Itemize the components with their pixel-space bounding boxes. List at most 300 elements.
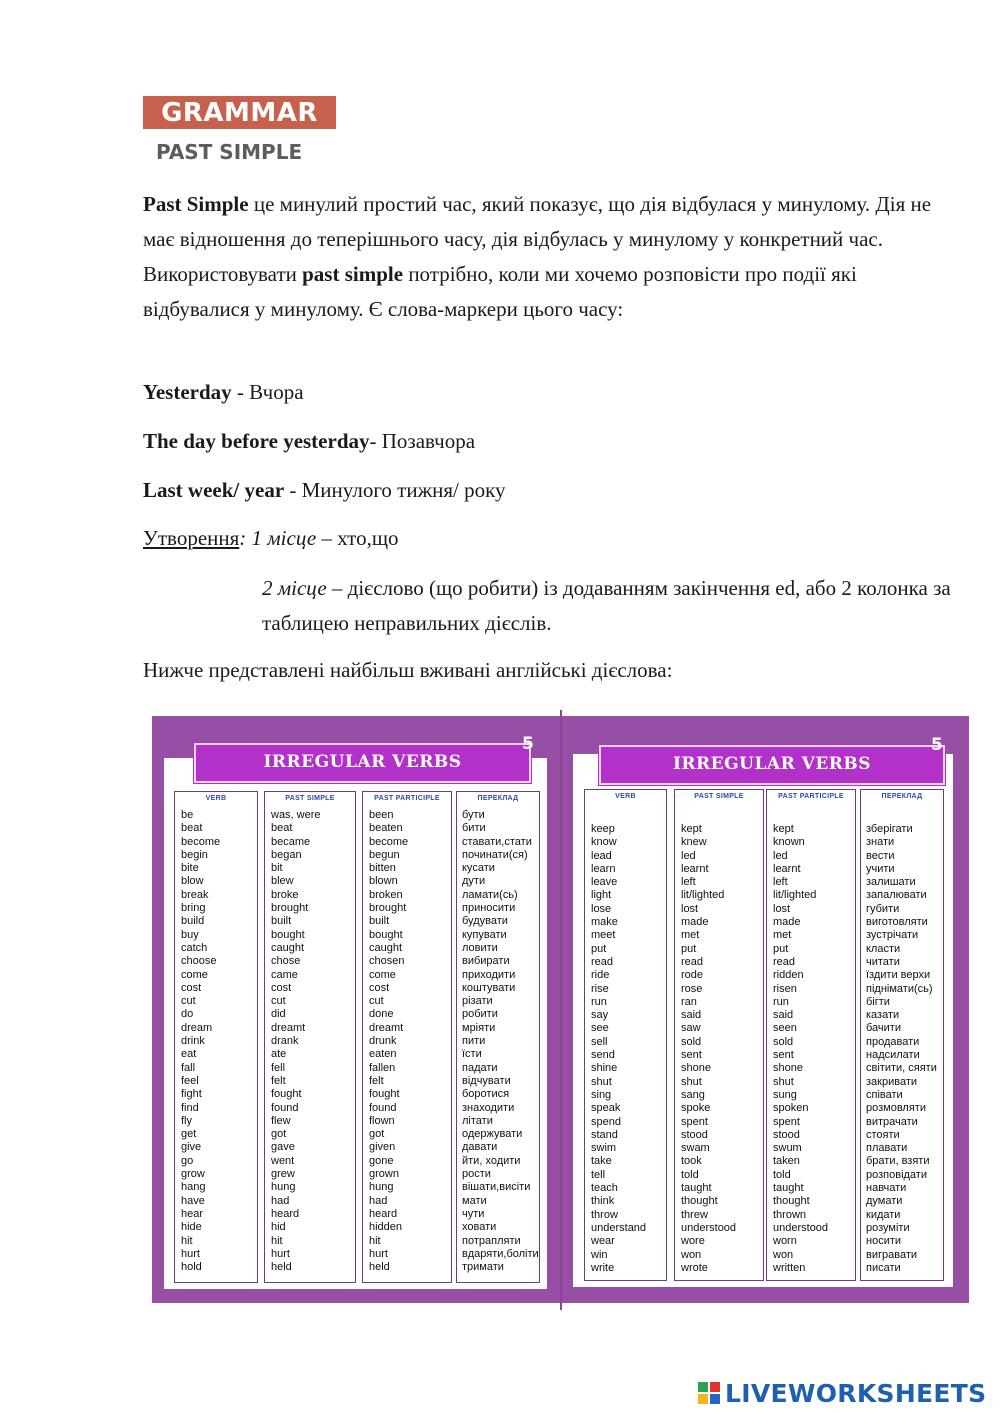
column-header: VERB [615,793,636,800]
verb-cell: held [271,1261,292,1274]
column-header: ПЕРЕКЛАД [881,793,923,800]
verb-cell: write [591,1261,615,1274]
verb-cell: taught [773,1182,804,1195]
verb-cell: lit/lighted [773,889,817,902]
verb-cell: leave [591,876,618,889]
verb-cell: grew [271,1168,295,1181]
verb-cell: класти [866,942,901,955]
verb-cell: said [773,1009,794,1022]
verb-cell: приносити [462,902,516,915]
verb-cell: left [773,876,788,889]
verb-cell: throw [591,1208,618,1221]
verb-cell: built [369,915,390,928]
verb-cell: cost [271,981,292,994]
verb-cell: became [271,835,311,848]
verb-cell: казати [866,1009,900,1022]
column-items [265,809,355,1274]
verb-cell: tell [591,1168,606,1181]
marker-term: Last week/ year [143,478,285,502]
verb-cell: catch [181,941,208,954]
verb-cell: дути [462,875,486,888]
verb-cell: sung [773,1088,797,1101]
verb-cell: тримати [462,1261,504,1274]
verb-cell: стояти [866,1128,900,1141]
verb-cell: won [681,1248,702,1261]
verb-cell: ridden [773,969,804,982]
verb-cell: ловити [462,941,498,954]
verb-cell: купувати [462,928,507,941]
verb-cell: knew [681,836,707,849]
verb-cell: падати [462,1061,498,1074]
verb-cell: heard [271,1207,300,1220]
verb-cell: dream [181,1021,213,1034]
verb-cell: брати, взяти [866,1155,930,1168]
verb-cell: met [681,929,700,942]
verb-cell: beaten [369,822,403,835]
verb-cell: bitten [369,862,396,875]
column-items [585,823,666,1275]
left-past-column [264,791,356,1283]
formation-place2-paragraph [262,571,952,641]
logo-tile [698,1394,708,1404]
verb-cell: закривати [866,1075,918,1088]
verb-cell: бігти [866,995,890,1008]
formation-colon: : [239,526,252,550]
marker-translation: - Минулого тижня/ року [284,478,506,502]
verb-cell: felt [369,1074,384,1087]
verb-cell: bought [369,928,403,941]
verb-cell: зустрічати [866,929,919,942]
verb-cell: said [681,1009,702,1022]
verb-cell: надсилати [866,1049,920,1062]
column-items [363,809,451,1274]
verb-cell: чути [462,1207,485,1220]
verb-cell: become [369,835,409,848]
intro-term-past-simple: Past Simple [143,192,249,216]
verb-cell: розмовляти [866,1102,926,1115]
verb-cell: cut [181,995,196,1008]
verb-cell: залишати [866,876,916,889]
book-title-left: IRREGULAR VERBS [194,743,531,783]
book-title-right: IRREGULAR VERBS [599,745,945,785]
column-items [175,809,257,1274]
verb-cell: beat [181,822,203,835]
intro-text-1: це минулий простий час, який показує, що дія відбулася у минулому. Дія не має відношення до теперішнього часу, дія відбулась у минулому у конкретний час. Використовувати [143,192,932,286]
verb-cell: hit [369,1234,381,1247]
verb-cell: shine [591,1062,618,1075]
verb-cell: take [591,1155,612,1168]
formation-place1-text: – хто,що [316,526,399,550]
verb-cell: flew [271,1114,291,1127]
verb-cell: understood [681,1221,737,1234]
verb-cell: wrote [681,1261,708,1274]
verb-cell: sell [591,1035,608,1048]
verb-cell: bring [181,902,206,915]
marker-line [143,426,475,456]
verb-cell: feel [181,1074,199,1087]
verb-cell: eat [181,1048,197,1061]
logo-text: LIVEWORKSHEETS [725,1379,987,1408]
formation-place1: 1 місце [251,526,317,550]
verb-cell: become [181,835,221,848]
verb-cell: teach [591,1182,618,1195]
verb-cell: fell [271,1061,286,1074]
verb-cell: hung [271,1181,296,1194]
column-header: ПЕРЕКЛАД [477,795,519,802]
right-past-column [674,789,764,1281]
column-header: PAST SIMPLE [285,795,335,802]
column-items [675,823,763,1275]
verb-cell: chose [271,955,301,968]
verb-cell: eaten [369,1048,397,1061]
verb-cell: співати [866,1088,903,1101]
verb-cell: go [181,1154,194,1167]
verb-cell: worn [773,1235,797,1248]
verb-cell: did [271,1008,286,1021]
verb-cell: lost [773,902,791,915]
verb-cell: make [591,916,618,929]
verb-cell: розуміти [866,1221,910,1234]
marker-term: Yesterday [143,380,232,404]
verb-cell: think [591,1195,615,1208]
verb-cell: fought [369,1088,400,1101]
verb-cell: drink [181,1035,205,1048]
verb-cell: hit [271,1234,283,1247]
verb-cell: felt [271,1074,286,1087]
verb-cell: бити [462,822,486,835]
verb-cell: won [773,1248,794,1261]
page-number-right: 5 [931,735,943,755]
verb-cell: see [591,1022,609,1035]
verb-cell: made [773,916,801,929]
verb-cell: say [591,1009,609,1022]
verb-cell: shut [773,1075,794,1088]
verb-cell: бачити [866,1022,901,1035]
verb-cell: зберігати [866,823,913,835]
verb-cell: потрапляти [462,1234,521,1247]
verb-cell: led [773,849,788,862]
verb-cell: written [773,1261,806,1274]
verb-cell: come [181,968,208,981]
verb-cell: hold [181,1261,202,1274]
verb-cell: find [181,1101,199,1114]
verb-cell: hidden [369,1221,403,1234]
verb-cell: caught [369,941,403,954]
book-spine [560,710,562,1310]
verb-cell: brought [369,902,407,915]
intro-term-past-simple-2: past simple [302,262,404,286]
verb-cell: drunk [369,1035,397,1048]
verb-cell: знати [866,836,895,849]
verb-cell: lost [681,902,699,915]
verb-cell: built [271,915,292,928]
logo-tiles-icon [698,1382,720,1404]
verb-cell: learnt [773,862,801,875]
verb-cell: meet [591,929,616,942]
verb-cell: understood [773,1221,829,1234]
verb-cell: носити [866,1235,902,1248]
verb-cell: kept [681,823,702,835]
verb-cell: spent [681,1115,708,1128]
verb-cell: sing [591,1088,612,1101]
verb-cell: came [271,968,298,981]
verb-cell: wore [681,1235,705,1248]
verb-cell: keep [591,823,615,835]
verb-cell: dreamt [369,1021,404,1034]
verb-cell: йти, ходити [462,1154,521,1167]
verb-cell: thought [681,1195,718,1208]
verb-cell: come [369,968,396,981]
verb-cell: думати [866,1195,903,1208]
verb-cell: gave [271,1141,295,1154]
verb-cell: fly [181,1114,192,1127]
verb-cell: rise [591,982,609,995]
verb-cell: учити [866,862,895,875]
verb-cell: починати(ся) [462,848,528,861]
verb-cell: rode [681,969,704,982]
verb-cell: broke [271,888,299,901]
right-translation-column [860,789,944,1281]
verb-cell: виготовляти [866,916,928,929]
verb-cell: beat [271,822,293,835]
verb-cell: wear [591,1235,615,1248]
verb-cell: навчати [866,1182,907,1195]
verb-cell: learn [591,862,616,875]
verb-cell: be [181,809,194,821]
verb-cell: speak [591,1102,621,1115]
verb-cell: ховати [462,1221,497,1234]
verb-cell: swim [591,1142,617,1155]
marker-line [143,377,304,407]
verb-cell: blew [271,875,294,888]
verb-cell: stood [773,1128,800,1141]
logo-tile [710,1394,720,1404]
verb-cell: blown [369,875,398,888]
verb-cell: kept [773,823,794,835]
verb-cell: spend [591,1115,621,1128]
logo-tile [698,1382,708,1392]
verb-cell: hung [369,1181,394,1194]
verb-cell: cost [181,981,202,994]
verb-cell: lose [591,902,612,915]
verb-cell: get [181,1128,197,1141]
column-items [767,823,855,1275]
verb-cell: bought [271,928,305,941]
verb-cell: lead [591,849,612,862]
banner-title: GRAMMAR [161,98,318,128]
verb-cell: світити, сяяти [866,1062,937,1075]
verb-cell: had [271,1194,290,1207]
verb-cell: shut [681,1075,702,1088]
verb-cell: was, were [271,809,321,821]
verb-cell: їздити верхи [866,969,931,982]
verb-cell: thought [773,1195,810,1208]
verb-cell: heard [369,1207,398,1220]
verb-cell: break [181,888,209,901]
verb-cell: buy [181,928,199,941]
verb-cell: hide [181,1221,202,1234]
marker-translation: - Позавчора [369,429,476,453]
verb-cell: gone [369,1154,394,1167]
verb-cell: had [369,1194,388,1207]
verb-cell: запалювати [866,889,927,902]
verb-cell: went [271,1154,295,1167]
verb-cell: коштувати [462,981,516,994]
verb-cell: lit/lighted [681,889,725,902]
verb-cell: sold [773,1035,794,1048]
verb-cell: піднімати(сь) [866,982,933,995]
left-verb-column [174,791,258,1283]
verb-cell: sent [681,1049,702,1062]
verb-cell: одержувати [462,1128,523,1141]
verb-cell: took [681,1155,702,1168]
marker-line [143,475,506,505]
verb-cell: fall [181,1061,196,1074]
logo-tile [710,1382,720,1392]
page-number-left: 5 [522,734,534,754]
column-items [457,809,539,1274]
verb-cell: spoke [681,1102,711,1115]
verb-cell: кусати [462,862,495,875]
verb-cell: made [681,916,709,929]
verb-cell: ставати,стати [462,835,532,848]
verb-cell: drank [271,1035,299,1048]
verb-cell: їсти [462,1048,482,1061]
intro-paragraph [143,187,933,327]
verb-cell: shone [681,1062,711,1075]
verb-cell: risen [773,982,797,995]
verb-cell: stand [591,1128,618,1141]
column-header: VERB [205,795,227,802]
verb-cell: run [773,995,789,1008]
verb-cell: run [591,995,607,1008]
verb-cell: met [773,929,792,942]
verb-cell: have [181,1194,205,1207]
marker-term: The day before yesterday [143,429,370,453]
verb-cell: пити [462,1035,486,1048]
verb-cell: swum [773,1142,802,1155]
verb-cell: found [271,1101,299,1114]
verb-cell: hurt [271,1247,290,1260]
verb-cell: плавати [866,1142,908,1155]
right-participle-column [766,789,856,1281]
verb-cell: приходити [462,968,516,981]
verb-cell: know [591,836,617,849]
verb-cell: told [773,1168,791,1181]
verb-cell: understand [591,1221,647,1234]
verb-cell: led [681,849,696,862]
verb-cell: brought [271,902,309,915]
verb-cell: shone [773,1062,803,1075]
verb-cell: sold [681,1035,702,1048]
verb-cell: told [681,1168,699,1181]
verb-cell: put [773,942,789,955]
verb-cell: робити [462,1008,498,1021]
verb-cell: left [681,876,696,889]
verb-cell: sent [773,1049,794,1062]
verb-cell: known [773,836,805,849]
verb-cell: done [369,1008,394,1021]
verb-cell: win [591,1248,608,1261]
verb-cell: begun [369,848,400,861]
verb-cell: given [369,1141,396,1154]
verb-cell: read [591,955,614,968]
verb-cell: hurt [369,1247,388,1260]
section-subtitle: PAST SIMPLE [156,140,303,164]
verb-cell: вішати,висіти [462,1181,531,1194]
verb-cell: hang [181,1181,206,1194]
formation-place2-text: – дієслово (що робити) із додаванням закінчення ed, або 2 колонка за таблицею неправильних дієслів. [262,576,951,635]
verb-cell: боротися [462,1088,510,1101]
verb-cell: threw [681,1208,708,1221]
verb-cell: shut [591,1075,612,1088]
formation-label: Утворення [143,526,240,550]
verb-cell: send [591,1049,615,1062]
verb-cell: taken [773,1155,800,1168]
verb-cell: ran [681,995,697,1008]
intro-text-2: потрібно, коли ми хочемо розповісти про події які відбувалися у минулому. Є слова-маркери цього часу: [143,262,857,321]
verb-cell: продавати [866,1035,920,1048]
verb-cell: cost [369,981,390,994]
formation-place2: 2 місце [262,576,327,600]
verb-cell: swam [681,1142,710,1155]
verb-cell: spent [773,1115,800,1128]
verb-cell: будувати [462,915,508,928]
verb-cell: читати [866,955,900,968]
column-header: PAST PARTICIPLE [374,795,440,802]
verb-cell: ate [271,1048,287,1061]
verb-cell: dreamt [271,1021,306,1034]
verb-cell: знаходити [462,1101,515,1114]
verb-cell: rose [681,982,703,995]
verb-cell: кидати [866,1208,901,1221]
verb-cell: began [271,848,302,861]
verb-cell: seen [773,1022,797,1035]
verb-cell: got [271,1128,287,1141]
verb-cell: light [591,889,612,902]
verb-cell: got [369,1128,385,1141]
verb-cell: відчувати [462,1074,511,1087]
verb-cell: found [369,1101,397,1114]
verb-cell: choose [181,955,217,968]
verb-cell: губити [866,902,900,915]
verb-cell: blow [181,875,204,888]
verb-cell: flown [369,1114,395,1127]
left-participle-column [362,791,452,1283]
verb-cell: cut [271,995,286,1008]
verb-cell: ламати(сь) [462,888,518,901]
verb-cell: вдаряти,боліти [462,1247,539,1260]
left-translation-column [456,791,540,1283]
verb-cell: saw [681,1022,701,1035]
verb-cell: вести [866,849,895,862]
verb-cell: taught [681,1182,712,1195]
verb-cell: fought [271,1088,302,1101]
verb-cell: been [369,809,394,821]
verb-cell: give [181,1141,202,1154]
verb-cell: мріяти [462,1021,496,1034]
verb-cell: мати [462,1194,487,1207]
verb-cell: learnt [681,862,709,875]
verb-cell: різати [462,995,493,1008]
irregular-verbs-book-image [152,716,969,1303]
verb-cell: hid [271,1221,286,1234]
verb-cell: put [681,942,697,955]
marker-translation: - Вчора [231,380,304,404]
verb-cell: held [369,1261,390,1274]
verb-cell: fallen [369,1061,396,1074]
verb-cell: bite [181,862,199,875]
